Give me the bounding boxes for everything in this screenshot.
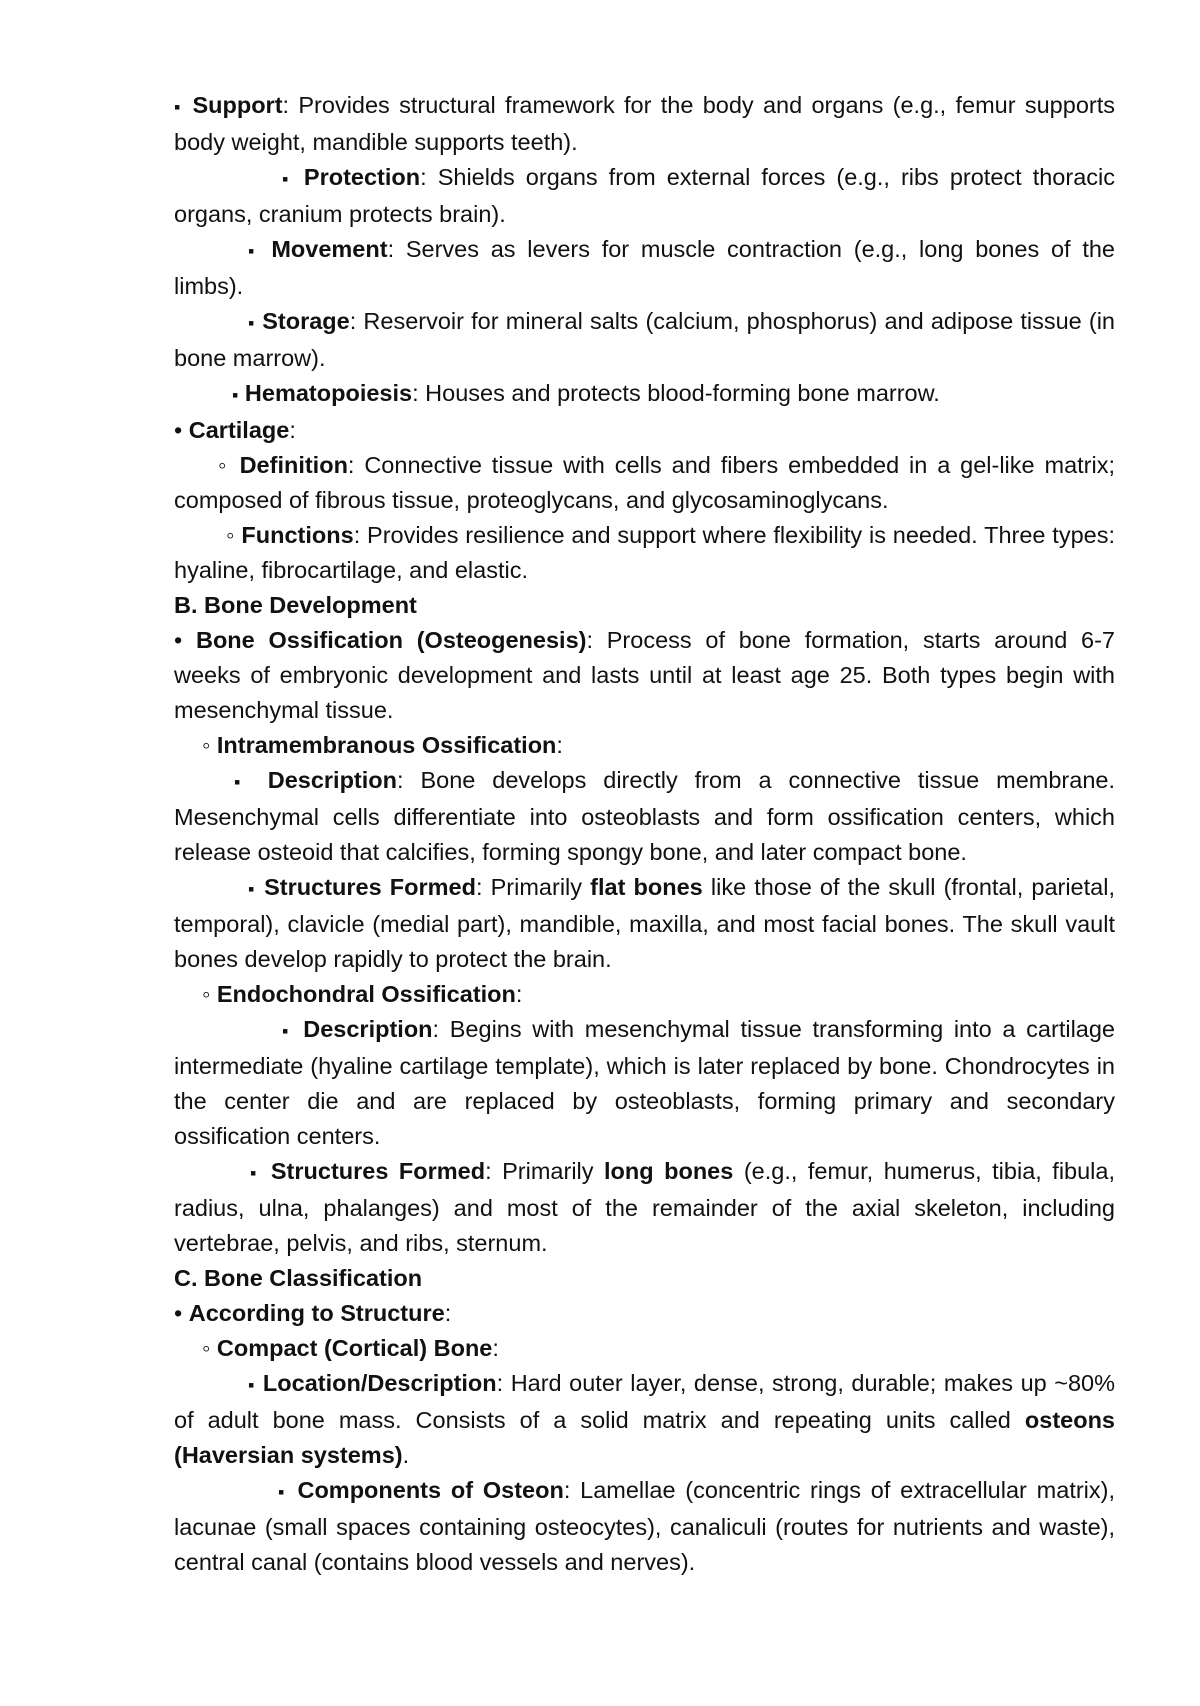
item-label: Hematopoiesis <box>244 380 413 406</box>
item-label: According to Structure <box>188 1300 445 1326</box>
item-label: Protection <box>303 164 421 190</box>
section-c-heading: C. Bone Classification <box>174 1265 423 1291</box>
item-label: Components of Osteon <box>297 1477 564 1503</box>
intramembranous-heading <box>174 728 1115 763</box>
intramembranous-description <box>174 763 1115 870</box>
square-bullet-icon: ▪ <box>248 879 256 899</box>
item-label: Location/Description <box>262 1370 497 1396</box>
osteon-components <box>174 1473 1115 1580</box>
circle-bullet-icon: ◦ <box>202 981 211 1007</box>
square-bullet-icon: ▪ <box>174 97 184 117</box>
item-text: : Shields organs from external forces (e.g., ribs protect thoracic organs, cranium protects brain). <box>174 164 1115 227</box>
square-bullet-icon: ▪ <box>278 1482 288 1502</box>
endochondral-structures <box>174 1154 1115 1261</box>
item-colon: : <box>492 1335 499 1361</box>
item-colon: : <box>556 732 563 758</box>
item-label: Description <box>303 1016 433 1042</box>
square-bullet-icon: ▪ <box>232 385 239 405</box>
square-bullet-icon: ▪ <box>282 169 293 189</box>
item-label: Description <box>267 767 397 793</box>
bone-ossification <box>174 623 1115 728</box>
intramembranous-structures <box>174 870 1115 977</box>
item-text: : Houses and protects blood-forming bone marrow. <box>412 380 940 406</box>
cartilage-definition <box>174 448 1115 518</box>
endochondral-description <box>174 1012 1115 1154</box>
circle-bullet-icon: ◦ <box>218 452 230 478</box>
compact-location <box>174 1366 1115 1473</box>
square-bullet-icon: ▪ <box>234 772 251 792</box>
circle-bullet-icon: ◦ <box>202 1335 211 1361</box>
item-label: Compact (Cortical) Bone <box>216 1335 493 1361</box>
item-text: : Bone develops directly from a connective tissue membrane. Mesenchymal cells differentiate into osteoblasts and form ossification centers, which release osteoid that calcifies, forming spongy bone, and later compact bone. <box>174 767 1115 865</box>
circle-bullet-icon: ◦ <box>202 732 211 758</box>
item-label: Structures Formed <box>270 1158 486 1184</box>
compact-bone-heading <box>174 1331 1115 1366</box>
item-text: : Reservoir for mineral salts (calcium, phosphorus) and adipose tissue (in bone marrow). <box>174 308 1116 371</box>
item-text: . <box>402 1442 410 1468</box>
item-label: Support <box>192 92 283 118</box>
item-emphasis: long bones <box>604 1158 734 1184</box>
item-label: Structures Formed <box>264 874 476 900</box>
item-colon: : <box>515 981 523 1007</box>
item-colon: : <box>444 1300 452 1326</box>
document-page <box>174 88 1115 1580</box>
item-text: (e.g., femur, humerus, tibia, fibula, radius, ulna, phalanges) and most of the remainder of the axial skeleton, including vertebrae, pelvis, and ribs, sternum. <box>174 1158 1115 1256</box>
item-label: Definition <box>239 452 348 478</box>
square-bullet-icon: ▪ <box>282 1021 293 1041</box>
endochondral-heading <box>174 977 1115 1012</box>
item-text: : Connective tissue with cells and fibers embedded in a gel-like matrix; composed of fibrous tissue, proteoglycans, and glycosaminoglycans. <box>174 452 1115 513</box>
item-protection <box>174 160 1115 232</box>
item-label: Intramembranous Ossification <box>216 732 557 758</box>
item-label: Bone Ossification (Osteogenesis) <box>195 627 587 653</box>
item-text: : Serves as levers for muscle contraction (e.g., long bones of the limbs). <box>174 236 1115 299</box>
square-bullet-icon: ▪ <box>248 241 260 261</box>
square-bullet-icon: ▪ <box>248 313 256 333</box>
item-emphasis: osteons (Haversian systems) <box>174 1407 1115 1468</box>
cartilage-functions <box>174 518 1115 588</box>
item-text: like those of the skull (frontal, parietal, temporal), clavicle (medial part), mandible, maxilla, and most facial bones. The skull vault bones develop rapidly to protect the brain. <box>174 874 1115 972</box>
item-colon: : <box>289 417 296 443</box>
square-bullet-icon: ▪ <box>250 1163 261 1183</box>
circle-bullet-icon: ◦ <box>226 522 235 548</box>
item-hematopoiesis <box>174 376 1115 413</box>
item-storage <box>174 304 1115 376</box>
bullet-icon: • <box>174 417 183 443</box>
bullet-icon: • <box>174 627 183 653</box>
square-bullet-icon: ▪ <box>248 1375 256 1395</box>
bullet-icon: • <box>174 1300 183 1326</box>
item-text: : Begins with mesenchymal tissue transforming into a cartilage intermediate (hyaline cartilage template), which is later replaced by bone. Chondrocytes in the center die and are replaced by osteoblasts, forming primary and secondary ossification centers. <box>174 1016 1115 1149</box>
item-label: Movement <box>271 236 388 262</box>
item-label: Cartilage <box>188 417 290 443</box>
item-label: Endochondral Ossification <box>216 981 516 1007</box>
according-to-structure <box>174 1296 1115 1331</box>
item-emphasis: flat bones <box>590 874 703 900</box>
item-text: : Primarily <box>485 1158 605 1184</box>
item-text: : Lamellae (concentric rings of extracellular matrix), lacunae (small spaces containing osteocytes), canaliculi (routes for nutrients and waste), central canal (contains blood vessels and nerves). <box>174 1477 1115 1575</box>
item-label: Functions <box>241 522 354 548</box>
item-support <box>174 88 1115 160</box>
item-text: : Process of bone formation, starts around 6-7 weeks of embryonic development and lasts until at least age 25. Both types begin with mesenchymal tissue. <box>174 627 1116 723</box>
item-text: : Provides structural framework for the body and organs (e.g., femur supports body weight, mandible supports teeth). <box>174 92 1115 155</box>
item-text: : Hard outer layer, dense, strong, durable; makes up ~80% of adult bone mass. Consists of a solid matrix and repeating units called <box>174 1370 1115 1433</box>
cartilage-heading <box>174 413 1115 448</box>
item-text: : Provides resilience and support where flexibility is needed. Three types: hyaline, fibrocartilage, and elastic. <box>174 522 1115 583</box>
item-movement <box>174 232 1115 304</box>
item-label: Storage <box>262 308 350 334</box>
section-b-heading: B. Bone Development <box>174 592 417 618</box>
item-text: : Primarily <box>475 874 591 900</box>
